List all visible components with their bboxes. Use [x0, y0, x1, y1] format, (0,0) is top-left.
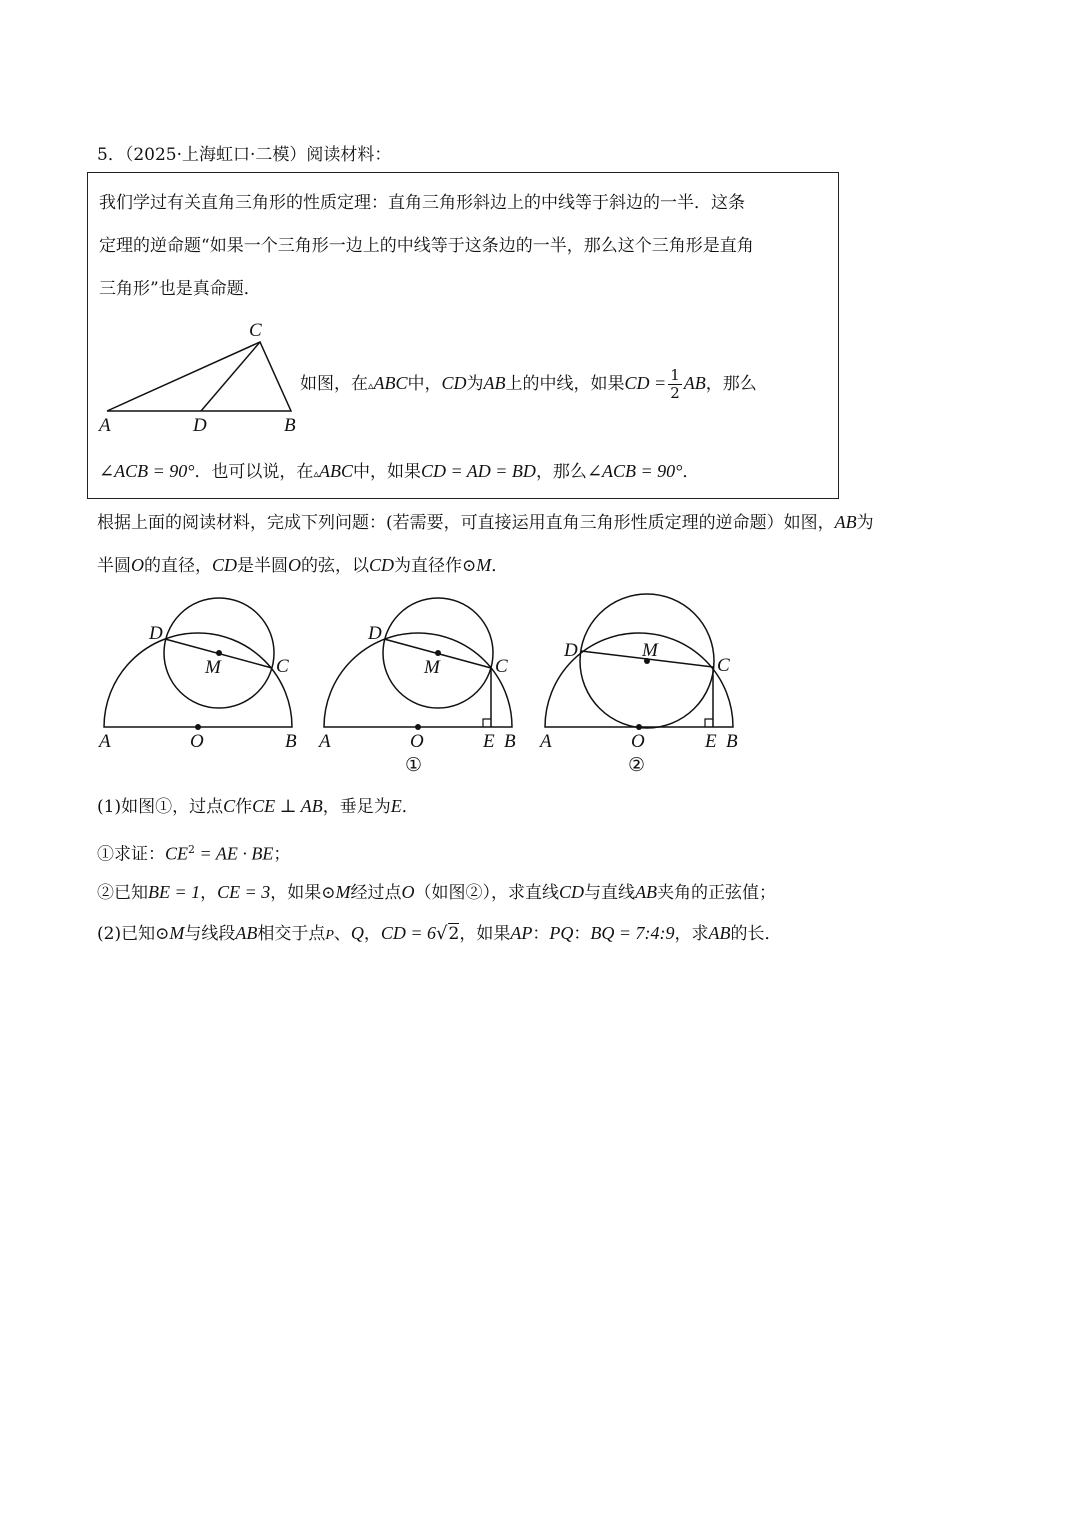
fig2-label-d: D — [564, 640, 578, 661]
fig0-label-c: C — [276, 656, 289, 677]
material-line-2: 定理的逆命题“如果一个三角形一边上的中线等于这条边的一半，那么这个三角形是直角 — [99, 236, 754, 256]
fig1-label-a: A — [319, 731, 331, 752]
fig2-label-b: B — [726, 731, 738, 752]
fraction-half: $\frac{1}{2}$ — [670, 366, 680, 402]
fig0-label-a: A — [99, 731, 111, 752]
label-b: B — [284, 415, 296, 436]
point-o-fig1 — [415, 724, 421, 730]
fig0-label-m: M — [205, 657, 221, 678]
question-1: (1)如图①，过点C作CE ⊥ AB，垂足为E． — [97, 796, 419, 817]
intro-line-1: 根据上面的阅读材料，完成下列问题：(若需要，可直接运用直角三角形性质定理的逆命题）如图，AB为 — [97, 512, 874, 533]
fig2-label-a: A — [540, 731, 552, 752]
fig1-label-m: M — [424, 657, 440, 678]
question-1-part-2: ②已知BE = 1，CE = 3，如果⊙M经过点O（如图②），求直线CD与直线AB夹角的正弦值； — [97, 882, 777, 903]
triangle-figure — [95, 318, 305, 438]
label-c: C — [249, 320, 262, 341]
semicircle-fig0 — [104, 633, 292, 727]
right-angle-mark-fig2 — [705, 719, 713, 727]
label-d: D — [193, 415, 207, 436]
triangle-abc — [107, 342, 291, 411]
intro-line-2: 半圆O的直径，CD是半圆O的弦，以CD为直径作⊙M． — [97, 555, 509, 576]
fig1-label-d: D — [368, 623, 382, 644]
fig1-label-o: O — [410, 731, 424, 752]
point-m-fig0 — [216, 650, 222, 656]
material-line-4: 如图，在▵ABC中，CD为AB上的中线，如果CD = $\frac{1}{2}$ AB，那么 — [300, 366, 757, 402]
label-a: A — [99, 415, 111, 436]
point-m-fig1 — [435, 650, 441, 656]
caption-figure-1: ① — [405, 755, 423, 776]
semicircle-fig1 — [324, 633, 512, 727]
fig0-label-o: O — [190, 731, 204, 752]
math-abc: ABC — [373, 373, 408, 393]
fig0-label-b: B — [285, 731, 297, 752]
material-line-3: 三角形”也是真命题． — [99, 279, 261, 299]
point-o-fig2 — [636, 724, 642, 730]
fig2-label-c: C — [717, 655, 730, 676]
fig2-label-m: M — [642, 640, 658, 661]
fig1-label-e: E — [483, 731, 495, 752]
question-2: (2)已知⊙M与线段AB相交于点P、Q，CD = 6√2，如果AP：PQ：BQ = 7:4:9，求AB的长． — [97, 923, 782, 944]
problem-heading: 5．（2025·上海虹口·二模）阅读材料： — [97, 145, 392, 165]
fig0-label-d: D — [149, 623, 163, 644]
fig1-label-b: B — [504, 731, 516, 752]
point-o-fig0 — [195, 724, 201, 730]
fig2-label-o: O — [631, 731, 645, 752]
fig1-label-c: C — [495, 656, 508, 677]
material-line-5: ∠ACB = 90°．也可以说，在▵ABC中，如果CD = AD = BD，那么∠ACB = 90°． — [99, 461, 700, 482]
geometry-figures — [90, 590, 760, 780]
question-1-part-1: ①求证：$CE^2$ = AE · BE； — [97, 843, 291, 865]
median-cd — [201, 342, 260, 411]
material-line-1: 我们学过有关直角三角形的性质定理：直角三角形斜边上的中线等于斜边的一半．这条 — [99, 193, 745, 213]
caption-figure-2: ② — [628, 755, 646, 776]
fig2-label-e: E — [705, 731, 717, 752]
right-angle-mark-fig1 — [483, 719, 491, 727]
